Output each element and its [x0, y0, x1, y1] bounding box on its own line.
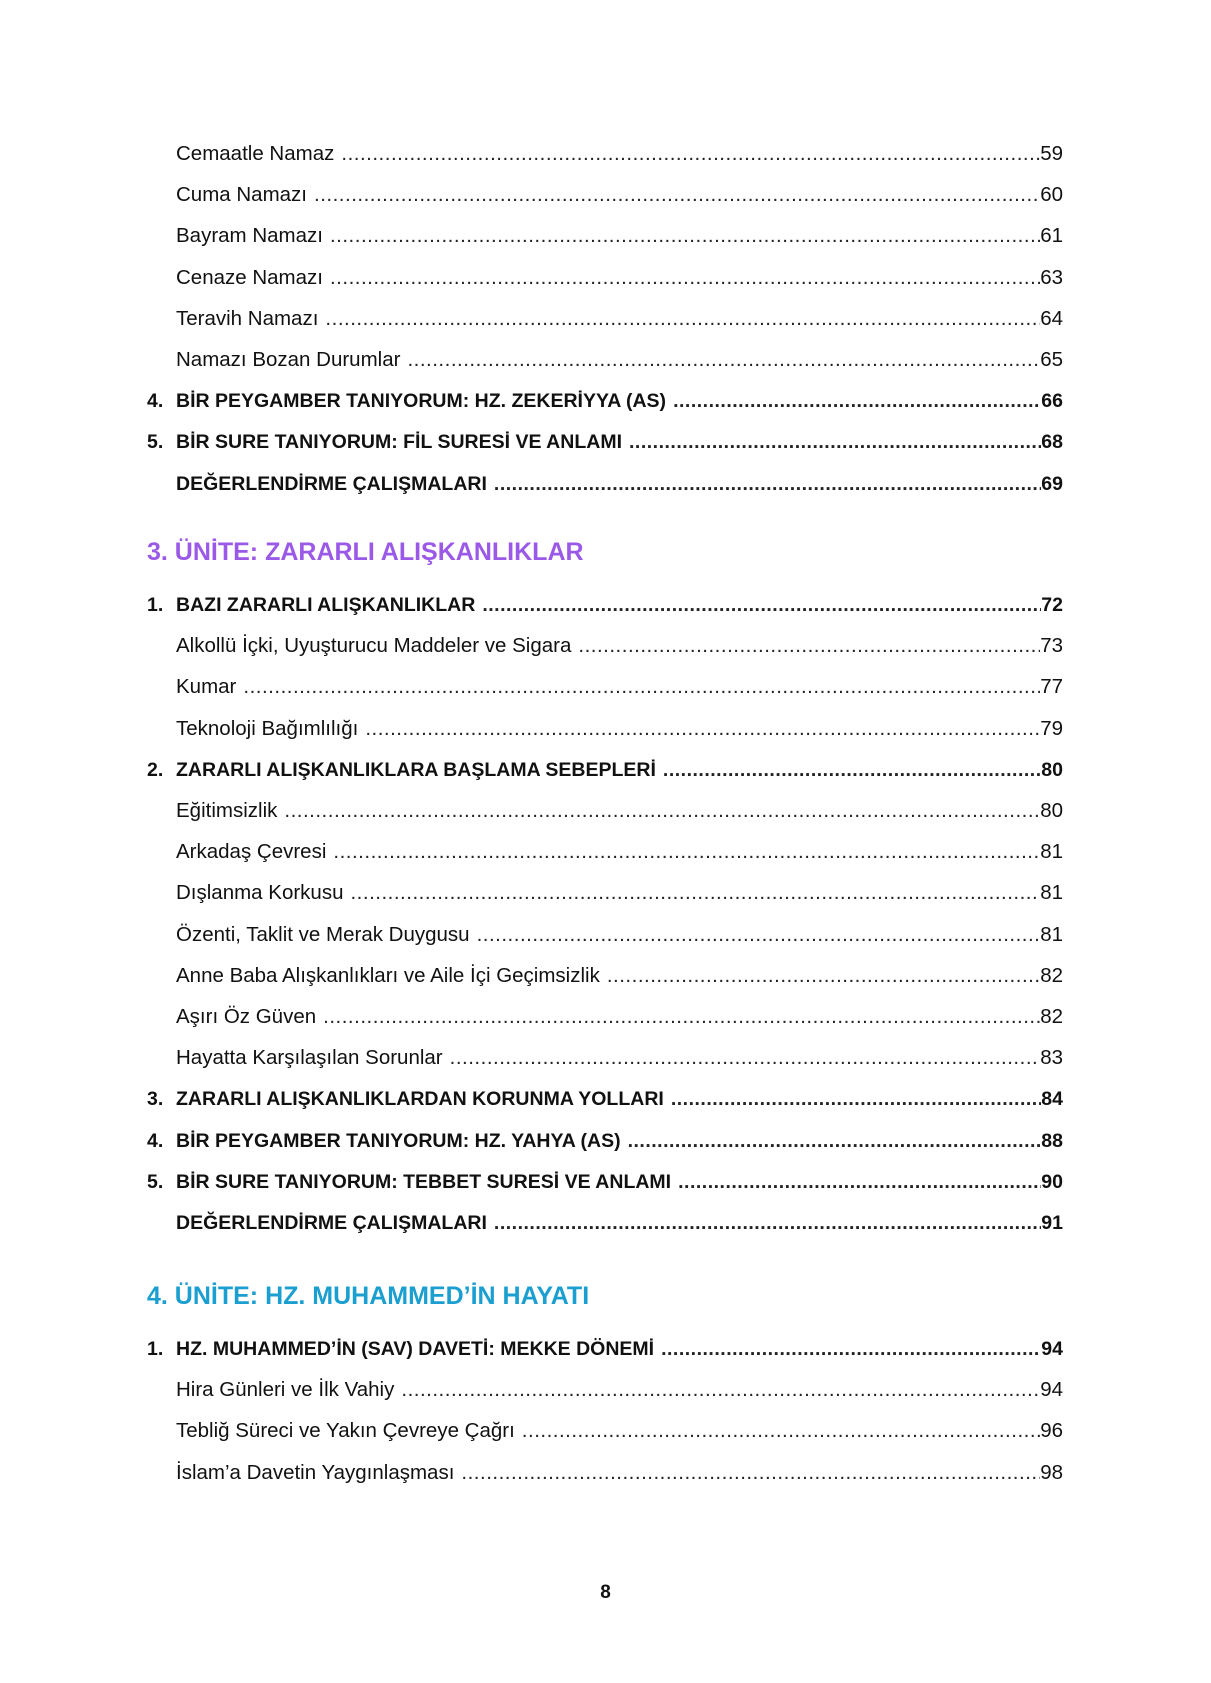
toc-entry-title: BİR SURE TANIYORUM: FİL SURESİ VE ANLAMI: [176, 431, 622, 454]
toc-entry-number: 2.: [147, 758, 164, 781]
toc-entry-title: Arkadaş Çevresi: [176, 840, 327, 864]
dot-leader: [325, 304, 1040, 334]
toc-entry-title: BİR SURE TANIYORUM: TEBBET SURESİ VE ANLAMI: [176, 1170, 672, 1193]
toc-entry-page: 68: [1041, 431, 1063, 454]
dot-leader: [494, 1208, 1041, 1238]
toc-entry-page: 81: [1040, 881, 1063, 905]
toc-entry[interactable]: [147, 345, 1063, 375]
dot-leader: [628, 1126, 1042, 1156]
toc-entry-page: 60: [1040, 183, 1063, 207]
toc-entry-page: 94: [1040, 1378, 1063, 1402]
dot-leader: [284, 796, 1040, 826]
toc-entry[interactable]: [147, 590, 1063, 620]
toc-entry-title: DEĞERLENDİRME ÇALIŞMALARI: [176, 1212, 487, 1234]
toc-entry-page: 69: [1041, 472, 1063, 495]
toc-entry-number: 4.: [147, 1129, 164, 1152]
toc-entry-title: Teravih Namazı: [176, 306, 319, 330]
toc-entry-title: Dışlanma Korkusu: [176, 881, 344, 905]
toc-entry-page: 66: [1041, 390, 1063, 413]
dot-leader: [678, 1167, 1041, 1197]
toc-entry[interactable]: [147, 1126, 1063, 1156]
toc-entry-number: 1.: [147, 594, 164, 616]
toc-entry-title: Bayram Namazı: [176, 224, 323, 248]
toc-entry-page: 63: [1040, 265, 1063, 289]
toc-entry[interactable]: [147, 1167, 1063, 1197]
toc-entry-title: ZARARLI ALIŞKANLIKLARDAN KORUNMA YOLLARI: [176, 1088, 664, 1111]
toc-entry-number: 3.: [147, 1088, 164, 1111]
dot-leader: [341, 139, 1040, 169]
dot-leader: [350, 878, 1040, 908]
toc-entry[interactable]: [147, 837, 1063, 867]
toc-entry-page: 79: [1040, 716, 1063, 740]
toc-entry[interactable]: [147, 1416, 1063, 1446]
toc-entry-page: 90: [1041, 1170, 1063, 1193]
dot-leader: [323, 1002, 1040, 1032]
toc-entry[interactable]: [147, 386, 1063, 416]
toc-entry[interactable]: [147, 672, 1063, 702]
toc-entry-page: 84: [1041, 1088, 1063, 1111]
toc-entry-page: 59: [1040, 142, 1063, 165]
toc-entry[interactable]: [147, 631, 1063, 661]
toc-entry-title: Anne Baba Alışkanlıkları ve Aile İçi Geçimsizlik: [176, 963, 600, 987]
toc-entry[interactable]: [147, 1084, 1063, 1114]
toc-entry-title: Tebliğ Süreci ve Yakın Çevreye Çağrı: [176, 1419, 515, 1443]
toc-entry-page: 88: [1041, 1129, 1063, 1152]
toc-entry-title: Eğitimsizlik: [176, 799, 278, 822]
toc-entry-page: 91: [1041, 1212, 1063, 1234]
toc-entry[interactable]: [147, 139, 1063, 169]
toc-entry-title: BİR PEYGAMBER TANIYORUM: HZ. ZEKERİYYA (AS): [176, 390, 667, 413]
toc-entry[interactable]: [147, 180, 1063, 210]
dot-leader: [661, 1334, 1041, 1364]
toc-entry-page: 96: [1040, 1419, 1063, 1443]
toc-entry-page: 61: [1040, 224, 1063, 248]
dot-leader: [333, 837, 1040, 867]
toc-entry-page: 72: [1041, 594, 1063, 616]
dot-leader: [461, 1458, 1040, 1488]
dot-leader: [522, 1416, 1040, 1446]
toc-entry[interactable]: [147, 221, 1063, 251]
toc-entry[interactable]: [147, 1334, 1063, 1364]
dot-leader: [477, 920, 1041, 950]
dot-leader: [314, 180, 1040, 210]
dot-leader: [450, 1043, 1041, 1073]
toc-entry-title: Aşırı Öz Güven: [176, 1005, 317, 1028]
toc-entry-title: Alkollü İçki, Uyuşturucu Maddeler ve Sigara: [176, 634, 572, 658]
toc-entry-number: 5.: [147, 1170, 164, 1193]
dot-leader: [673, 386, 1041, 416]
toc-entry[interactable]: [147, 961, 1063, 991]
toc-entry[interactable]: [147, 1002, 1063, 1032]
toc-entry-title: DEĞERLENDİRME ÇALIŞMALARI: [176, 472, 487, 495]
toc-entry[interactable]: [147, 920, 1063, 950]
toc-entry[interactable]: [147, 1043, 1063, 1073]
dot-leader: [494, 469, 1041, 499]
toc-entry-title: Teknoloji Bağımlılığı: [176, 716, 359, 740]
toc-entry-title: BİR PEYGAMBER TANIYORUM: HZ. YAHYA (AS): [176, 1129, 621, 1152]
dot-leader: [243, 672, 1040, 702]
page-number: 8: [600, 1582, 611, 1603]
dot-leader: [401, 1375, 1040, 1405]
toc-entry-title: Namazı Bozan Durumlar: [176, 348, 401, 371]
toc-entry-number: 1.: [147, 1338, 164, 1360]
dot-leader: [671, 1084, 1041, 1114]
toc-entry-page: 81: [1040, 840, 1063, 864]
toc-entry[interactable]: [147, 304, 1063, 334]
toc-entry-page: 64: [1040, 306, 1063, 330]
toc-entry[interactable]: [147, 469, 1063, 499]
toc-entry-title: Hayatta Karşılaşılan Sorunlar: [176, 1046, 443, 1070]
toc-entry-title: BAZI ZARARLI ALIŞKANLIKLAR: [176, 594, 476, 616]
toc-entry[interactable]: [147, 755, 1063, 785]
toc-entry[interactable]: [147, 714, 1063, 744]
toc-entry-title: Hira Günleri ve İlk Vahiy: [176, 1378, 395, 1402]
dot-leader: [629, 427, 1041, 457]
dot-leader: [407, 345, 1040, 375]
dot-leader: [330, 263, 1040, 293]
toc-entry[interactable]: [147, 1375, 1063, 1405]
toc-entry-number: 4.: [147, 390, 164, 413]
toc-entry-page: 82: [1040, 963, 1063, 987]
toc-entry-title: İslam’a Davetin Yaygınlaşması: [176, 1460, 455, 1484]
toc-entry[interactable]: [147, 796, 1063, 826]
dot-leader: [578, 631, 1040, 661]
toc-entry[interactable]: [147, 1458, 1063, 1488]
toc-entry-page: 80: [1041, 758, 1063, 781]
toc-entry-title: HZ. MUHAMMED’İN (SAV) DAVETİ: MEKKE DÖNEMİ: [176, 1338, 655, 1360]
toc-entry-page: 98: [1040, 1460, 1063, 1484]
toc-entry-page: 83: [1040, 1046, 1063, 1070]
toc-entry-page: 77: [1040, 675, 1063, 699]
toc-entry-page: 82: [1040, 1005, 1063, 1028]
toc-entry-title: Cenaze Namazı: [176, 265, 323, 289]
toc-entry-page: 80: [1040, 799, 1063, 822]
dot-leader: [663, 755, 1041, 785]
dot-leader: [482, 590, 1041, 620]
toc-entry[interactable]: [147, 878, 1063, 908]
toc-entry-page: 65: [1040, 348, 1063, 371]
unit-3-heading: 3. ÜNİTE: ZARARLI ALIŞKANLIKLAR: [147, 538, 584, 566]
toc-entry-title: Cemaatle Namaz: [176, 142, 335, 165]
toc-entry-title: Cuma Namazı: [176, 183, 308, 207]
toc-entry[interactable]: [147, 263, 1063, 293]
toc-entry[interactable]: [147, 1208, 1063, 1238]
toc-entry-page: 81: [1040, 922, 1063, 946]
unit-4-heading: 4. ÜNİTE: HZ. MUHAMMED’İN HAYATI: [147, 1282, 590, 1310]
dot-leader: [607, 961, 1040, 991]
dot-leader: [330, 221, 1040, 251]
toc-entry-page: 73: [1040, 634, 1063, 658]
toc-entry-title: Özenti, Taklit ve Merak Duygusu: [176, 922, 470, 946]
toc-entry-title: Kumar: [176, 675, 237, 699]
toc-entry-title: ZARARLI ALIŞKANLIKLARA BAŞLAMA SEBEPLERİ: [176, 758, 656, 781]
toc-entry[interactable]: [147, 427, 1063, 457]
toc-entry-page: 94: [1041, 1338, 1063, 1360]
toc-entry-number: 5.: [147, 431, 164, 454]
dot-leader: [365, 714, 1040, 744]
